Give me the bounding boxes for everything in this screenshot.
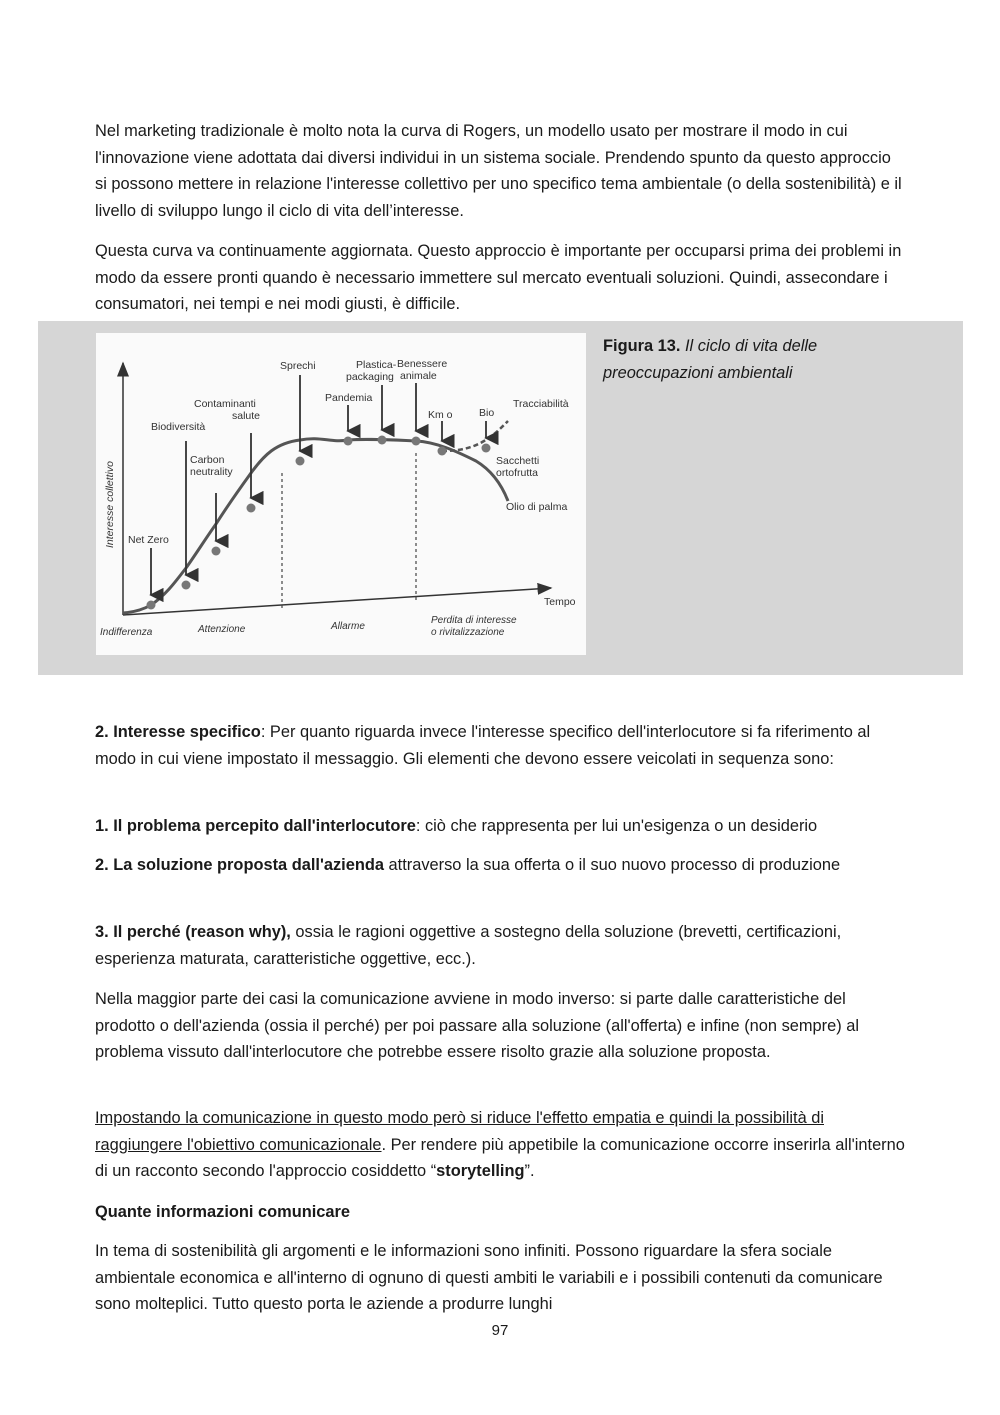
label-benessere-1: Benessere <box>397 358 448 370</box>
label-net-zero: Net Zero <box>128 534 169 546</box>
list-item-problema: 1. Il problema percepito dall'interlocutore: ciò che rappresenta per lui un'esigenza o un desiderio <box>95 817 818 835</box>
revival-curve <box>442 421 508 451</box>
label-biodiversita: Biodiversità <box>151 421 206 433</box>
list-item-perche: 3. Il perché (reason why), ossia le ragioni oggettive a sostegno della soluzione (brevetti, certificazioni, esperienza maturata, caratteristiche oggettive, ecc.). <box>95 923 842 968</box>
label-benessere-2: animale <box>400 370 437 382</box>
paragraph-interesse-specifico: 2. Interesse specifico: Per quanto riguarda invece l'interesse specifico dell'interlocutore si fa riferimento al modo in cui viene impostato il messaggio. Gli elementi che devono essere veicolati in sequenza sono: <box>95 723 871 768</box>
phase-attenzione: Attenzione <box>198 624 246 635</box>
phase-indifferenza: Indifferenza <box>100 627 153 638</box>
label-km0: Km o <box>428 409 453 421</box>
paragraph-sostenibilita: In tema di sostenibilità gli argomenti e le informazioni sono infiniti. Possono riguardare la sfera sociale ambientale economica e all'interno di ognuno di questi ambiti le variabili e i possibili contenuti da comunicare sono molteplici. Tutto questo porta le aziende a produrre lunghi <box>95 1242 883 1313</box>
figure-caption <box>603 333 903 387</box>
figure-lifecycle-diagram <box>96 333 586 655</box>
paragraph-inverse: Nella maggior parte dei casi la comunicazione avviene in modo inverso: si parte dalle caratteristiche del prodotto o dell'azienda (ossia il perché) per poi passare alla soluzione (all'offerta) e infine (non sempre) al problema vissuto dall'interlocutore che potrebbe essere risolto grazie alla soluzione proposta. <box>95 990 859 1061</box>
label-contaminanti-2: salute <box>232 410 261 422</box>
label-pandemia: Pandemia <box>325 392 373 404</box>
phase-allarme: Allarme <box>331 621 365 632</box>
label-tracciabilita: Tracciabilità <box>513 398 569 410</box>
phase-perdita-2: o rivitalizzazione <box>431 627 505 638</box>
label-sacchetti-2: ortofrutta <box>496 467 539 479</box>
section-heading: Quante informazioni comunicare <box>95 1203 351 1221</box>
label-plastica-1: Plastica- <box>356 359 397 371</box>
label-sprechi: Sprechi <box>280 360 316 372</box>
label-y-axis: Interesse collettivo <box>104 461 116 548</box>
label-contaminanti-1: Contaminanti <box>194 398 256 410</box>
caption-text: Il ciclo di vita delle preoccupazioni ambientali <box>603 337 818 382</box>
paragraph-storytelling: Impostando la comunicazione in questo modo però si riduce l'effetto empatia e quindi la possibilità di raggiungere l'obiettivo comunicazionale. Per rendere più appetibile la comunicazione occorre inserirla all'interno di un racconto secondo l'approccio cosiddetto “storytelling”. <box>95 1109 905 1180</box>
figure-box <box>38 321 963 675</box>
page-number: 97 <box>491 1322 509 1339</box>
label-bio: Bio <box>479 407 495 419</box>
caption-label: Figura 13. <box>603 337 681 355</box>
lifecycle-curve <box>123 439 508 613</box>
list-item-soluzione: 2. La soluzione proposta dall'azienda attraverso la sua offerta o il suo nuovo processo di produzione <box>95 856 841 874</box>
paragraph-curve-update: Questa curva va continuamente aggiornata. Questo approccio è importante per occuparsi prima dei problemi in modo da essere pronti quando è necessario immettere sul mercato eventuali soluzioni. Quindi, assecondare i consumatori, nei tempi e nei modi giusti, è difficile. <box>95 242 902 313</box>
x-axis <box>123 588 551 615</box>
phase-perdita-1: Perdita di interesse <box>431 615 517 626</box>
label-sacchetti-1: Sacchetti <box>496 455 540 467</box>
paragraph-rogers: Nel marketing tradizionale è molto nota la curva di Rogers, un modello usato per mostrare il modo in cui l'innovazione viene adottata dai diversi individui in un sistema sociale. Prendendo spunto da questo approccio si possono mettere in relazione l'interesse collettivo per uno specifico tema ambientale (o della sostenibilità) e il livello di sviluppo lungo il ciclo di vita dell’interesse. <box>95 122 902 220</box>
label-tempo: Tempo <box>544 596 576 608</box>
label-olio: Olio di palma <box>506 501 568 513</box>
label-carbon-2: neutrality <box>190 466 233 478</box>
label-plastica-2: packaging <box>346 371 394 383</box>
lifecycle-svg <box>96 333 586 655</box>
label-carbon-1: Carbon <box>190 454 225 466</box>
